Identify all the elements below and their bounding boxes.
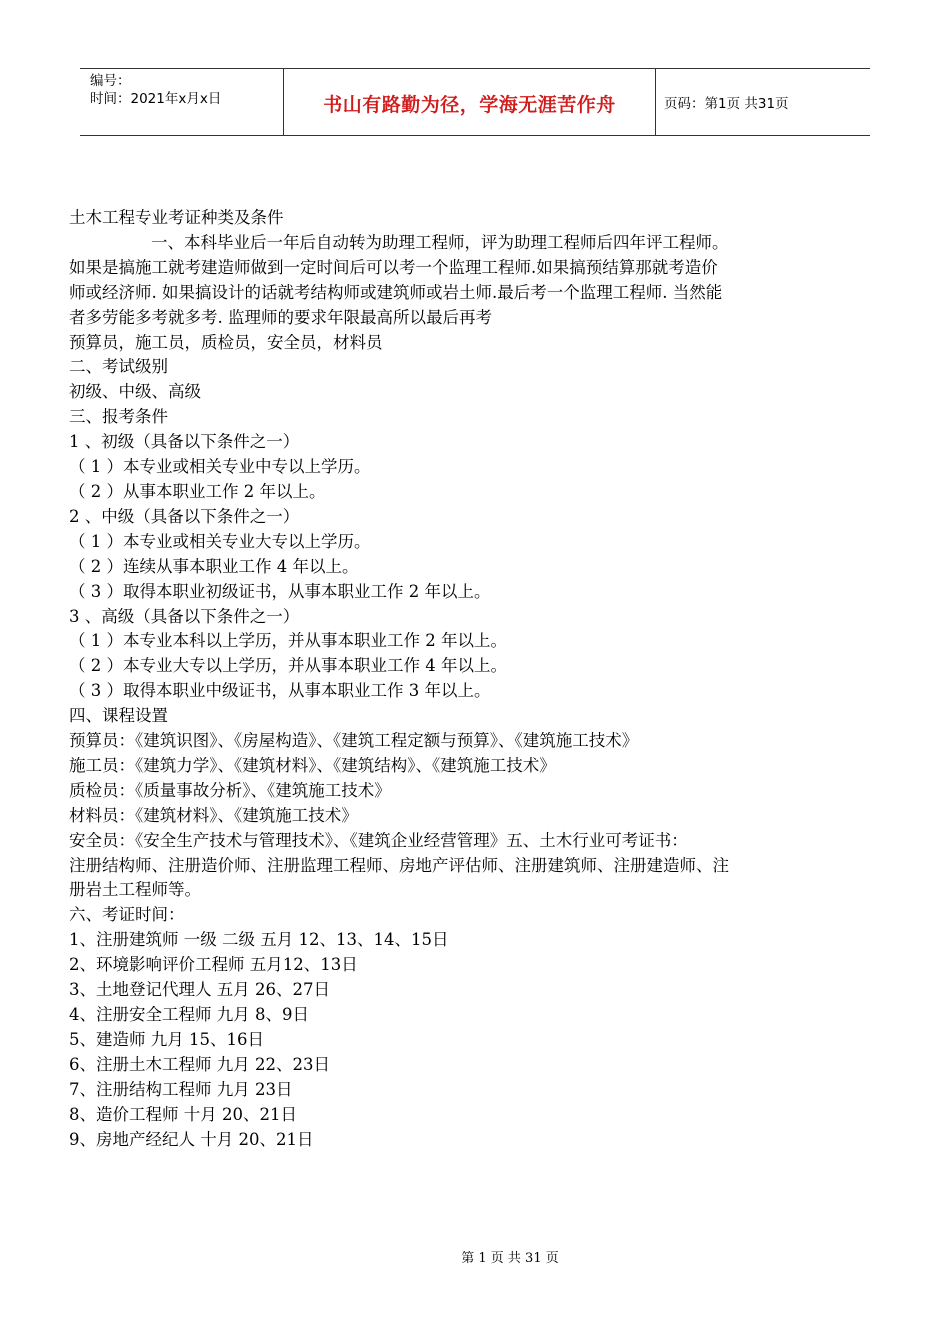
courses-safety: 安全员：《安全生产技术与管理技术》、《建筑企业经营管理》五、土木行业可考证书： — [69, 830, 688, 850]
text-line: （ 1 ）本专业或相关专业大专以上学历。 — [69, 531, 371, 551]
header-time-label: 时间：2021年x月x日 — [90, 91, 222, 107]
exam-time-item: 2、环境影响评价工程师 五月12、13日 — [69, 955, 358, 975]
text-line: （ 2 ）本专业大专以上学历，并从事本职业工作 4 年以上。 — [69, 656, 507, 676]
exam-time-item: 9、房地产经纪人 十月 20、21日 — [69, 1129, 314, 1149]
text-line: （ 1 ）本专业或相关专业中专以上学历。 — [69, 457, 371, 477]
exam-time-item: 6、注册土木工程师 九月 22、23日 — [69, 1054, 330, 1074]
text-line: 2 、中级（具备以下条件之一） — [69, 506, 300, 526]
text-line: 1 、初级（具备以下条件之一） — [69, 432, 300, 452]
header-meta — [80, 69, 283, 135]
header-number-label: 编号： — [90, 73, 131, 89]
text-line: （ 1 ）本专业本科以上学历，并从事本职业工作 2 年以上。 — [69, 631, 507, 651]
document-body — [69, 206, 729, 1152]
header-page-info: 页码：第1页 共31页 — [664, 96, 789, 112]
text-line: （ 3 ）取得本职业中级证书，从事本职业工作 3 年以上。 — [69, 681, 491, 701]
exam-time-item: 7、注册结构工程师 九月 23日 — [69, 1079, 293, 1099]
exam-time-item: 4、注册安全工程师 九月 8、9日 — [69, 1005, 309, 1024]
exam-time-item: 3、土地登记代理人 五月 26、27日 — [69, 980, 330, 1000]
text-line: （ 2 ）连续从事本职业工作 4 年以上。 — [69, 556, 359, 576]
text-line: 三、报考条件 — [69, 407, 168, 427]
text-line: （ 2 ）从事本职业工作 2 年以上。 — [69, 481, 326, 501]
certificates-list: 注册结构师、注册造价师、注册监理工程师、房地产评估师、注册建筑师、注册建造师、注册岩土工程师等。 — [69, 855, 729, 900]
text-line: 预算员，施工员，质检员，安全员，材料员 — [69, 332, 383, 352]
courses-construction: 施工员：《建筑力学》、《建筑材料》、《建筑结构》、《建筑施工技术》 — [69, 755, 556, 775]
exam-time-item: 5、建造师 九月 15、16日 — [69, 1029, 264, 1049]
page-footer: 第 1 页 共 31 页 — [461, 1251, 559, 1266]
text-line: 四、课程设置 — [69, 706, 168, 726]
text-line: （ 3 ）取得本职业初级证书，从事本职业工作 2 年以上。 — [69, 581, 491, 601]
text-line: 3 、高级（具备以下条件之一） — [69, 606, 300, 626]
text-line: 二、考试级别 — [69, 357, 168, 377]
document-title: 土木工程专业考证种类及条件 — [69, 208, 284, 227]
exam-time-item: 1、注册建筑师 一级 二级 五月 12、13、14、15日 — [69, 930, 449, 950]
courses-budget: 预算员：《建筑识图》、《房屋构造》、《建筑工程定额与预算》、《建筑施工技术》 — [69, 731, 639, 751]
header-motto: 书山有路勤为径，学海无涯苦作舟 — [283, 69, 656, 135]
exam-time-heading: 六、考证时间： — [69, 905, 185, 925]
document-header — [80, 68, 870, 136]
exam-time-item: 8、造价工程师 十月 20、21日 — [69, 1104, 297, 1124]
courses-quality: 质检员：《质量事故分析》、《建筑施工技术》 — [69, 780, 391, 800]
courses-material: 材料员：《建筑材料》、《建筑施工技术》 — [69, 805, 358, 825]
text-line: 初级、中级、高级 — [69, 382, 201, 402]
intro-paragraph: 一、本科毕业后一年后自动转为助理工程师，评为助理工程师后四年评工程师。如果是搞施工就考建造师做到一定时间后可以考一个监理工程师.如果搞预结算那就考造价师或经济师. 如果搞设计的话就考结构师或建筑师或岩土师.最后考一个监理工程师. 当然能者多劳能多考就多考. 监理师的要求年限最高所以最后再考 — [69, 232, 729, 327]
